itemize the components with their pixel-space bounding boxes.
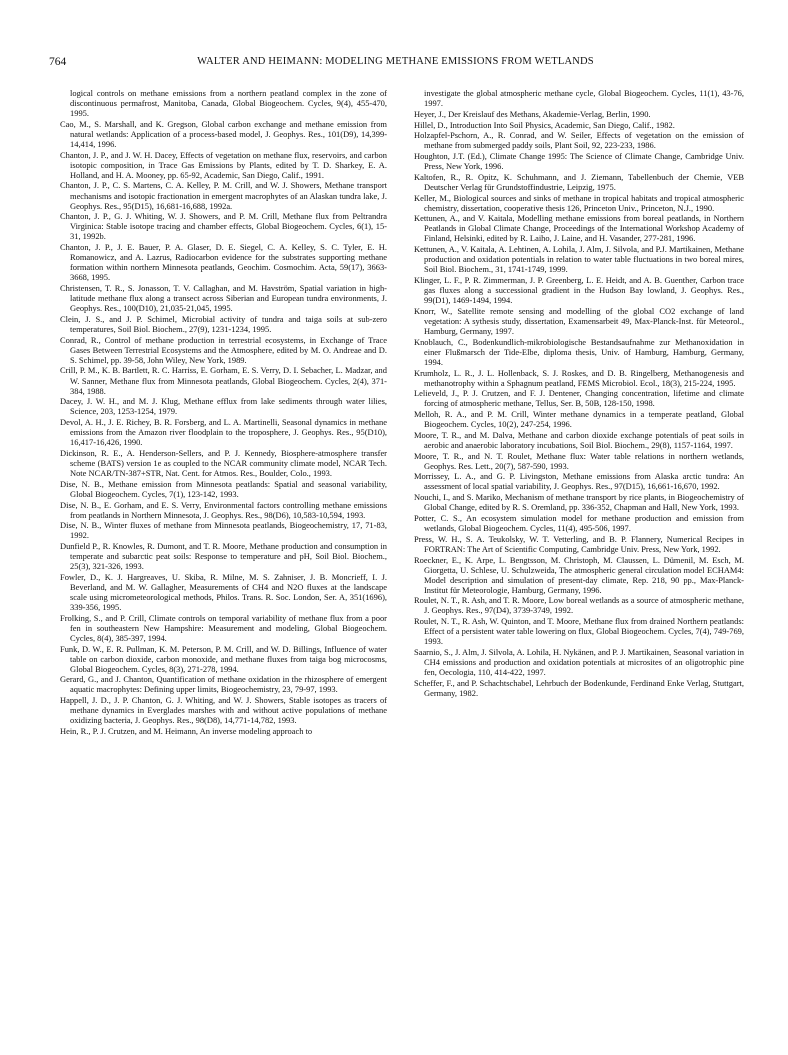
reference-entry: Chanton, J. P., and J. W. H. Dacey, Effects of vegetation on methane flux, reservoirs, and carbon isotopic composition, in Trace Gas Emissions by Plants, edited by T. D. Sharkey, E. A. Holland, and H. A. Mooney, pp. 65-92, Academic, San Diego, Calif., 1991.: [60, 149, 387, 180]
page-header: [49, 56, 742, 72]
reference-entry: Potter, C. S., An ecosystem simulation model for methane production and emission from wetlands, Global Biogeochem. Cycles, 11(4), 495-506, 1997.: [414, 512, 744, 534]
reference-entry: Klinger, L. F., P. R. Zimmerman, J. P. Greenberg, L. E. Heidt, and A. B. Guenther, Carbon trace gas fluxes along a successional gradient in the Hudson Bay lowland, J. Geophys. Res., 99(D1), 1469-1494, 1994.: [414, 275, 744, 306]
reference-entry: logical controls on methane emissions from a northern peatland complex in the zone of discontinuous permafrost, Manitoba, Canada, Global Biogeochem. Cycles, 9(4), 455-470, 1995.: [70, 88, 387, 119]
reference-entry: Nouchi, I., and S. Mariko, Mechanism of methane transport by rice plants, in Biogeochemistry of Global Change, edited by R. S. Oremland, pp. 336-352, Chapman and Hall, New York, 1993.: [414, 492, 744, 513]
reference-entry: Christensen, T. R., S. Jonasson, T. V. Callaghan, and M. Havström, Spatial variation in high-latitude methane flux along a transect across Siberian and European tundra environments, J. Geophys. Res., 100(D10), 21,035-21,045, 1995.: [60, 283, 387, 314]
reference-entry: Moore, T. R., and N. T. Roulet, Methane flux: Water table relations in northern wetlands, Geophys. Res. Lett., 20(7), 587-590, 1993.: [414, 450, 744, 471]
reference-entry: Dise, N. B., Winter fluxes of methane from Minnesota peatlands, Biogeochemistry, 17, 71-83, 1992.: [60, 520, 387, 541]
reference-entry: Hillel, D., Introduction Into Soil Physics, Academic, San Diego, Calif., 1982.: [414, 119, 675, 130]
reference-entry: Crill, P. M., K. B. Bartlett, R. C. Harriss, E. Gorham, E. S. Verry, D. I. Sebacher, L. Madzar, and W. Sanner, Methane flux from Minnesota peatlands, Global Biogeochem. Cycles, 2(4), 371-384, 1988.: [60, 365, 387, 396]
reference-entry: Moore, T. R., and M. Dalva, Methane and carbon dioxide exchange potentials of peat soils in aerobic and anaerobic laboratory incubations, Soil Biol. Biochem., 29(8), 1157-1164, 1997.: [414, 429, 744, 450]
reference-entry: Dacey, J. W. H., and M. J. Klug, Methane efflux from lake sediments through water lilies, Science, 203, 1253-1254, 1979.: [60, 396, 387, 417]
reference-column-right: [414, 88, 744, 699]
reference-entry: Hein, R., P. J. Crutzen, and M. Heimann, An inverse modeling approach to: [60, 726, 313, 737]
reference-entry: Dunfield P., R. Knowles, R. Dumont, and T. R. Moore, Methane production and consumption in temperate and subarctic peat soils: Response to temperature and pH, Soil Biol. Biochem., 25(3), 321-326, 1993.: [60, 541, 387, 572]
reference-entry: Frolking, S., and P. Crill, Climate controls on temporal variability of methane flux from a poor fen in southeastern New Hampshire: Measurement and modeling, Global Biogeochem. Cycles, 8(4), 385-397, 1994.: [60, 612, 387, 643]
page-number: 764: [49, 56, 67, 68]
reference-entry: Funk, D. W., E. R. Pullman, K. M. Peterson, P. M. Crill, and W. D. Billings, Influence of water table on carbon dioxide, carbon monoxide, and methane fluxes from taiga bog microcosms, Global Biogeochem. Cycles, 8(3), 271-278, 1994.: [60, 643, 387, 674]
reference-entry: Dise, N. B., Methane emission from Minnesota peatlands: Spatial and seasonal variability, Global Biogeochem. Cycles, 7(1), 123-142, 1993.: [60, 478, 387, 499]
reference-entry: Knoblauch, C., Bodenkundlich-mikrobiologische Bestandsaufnahme zur Methanoxidation in einer Flußmarsch der Tide-Elbe, diploma thesis, Univ. of Hamburg, Hamburg, Germany, 1994.: [414, 336, 744, 367]
reference-entry: Saarnio, S., J. Alm, J. Silvola, A. Lohila, H. Nykänen, and P. J. Martikainen, Seasonal variation in CH4 emissions and production and oxidation potentials at microsites of an oligotrophic pine fen, Oecologia, 110, 414-422, 1997.: [414, 647, 744, 678]
reference-entry: Press, W. H., S. A. Teukolsky, W. T. Vetterling, and B. P. Flannery, Numerical Recipes in FORTRAN: The Art of Scientific Computing, Cambridge Univ. Press, New York, 1992.: [414, 533, 744, 554]
reference-entry: Chanton, J. P., C. S. Martens, C. A. Kelley, P. M. Crill, and W. J. Showers, Methane transport mechanisms and isotopic fractionation in emergent macrophytes of an Alaskan tundra lake, J. Geophys. Res., 95(D15), 16,681-16,688, 1992a.: [60, 180, 387, 211]
reference-entry: Clein, J. S., and J. P. Schimel, Microbial activity of tundra and taiga soils at sub-zero temperatures, Soil Biol. Biochem., 27(9), 1231-1234, 1995.: [60, 313, 387, 334]
reference-entry: Devol, A. H., J. E. Richey, B. R. Forsberg, and L. A. Martinelli, Seasonal dynamics in methane emissions from the Amazon river floodplain to the troposphere, J. Geophys. Res., 95(D10), 16,417-16,426, 1990.: [60, 417, 387, 448]
reference-entry: Chanton, J. P., G. J. Whiting, W. J. Showers, and P. M. Crill, Methane flux from Peltrandra Virginica: Stable isotope tracing and chamber effects, Global Biogeochem. Cycles, 6(1), 15-31, 1992b.: [60, 211, 387, 242]
reference-entry: Gerard, G., and J. Chanton, Quantification of methane oxidation in the rhizosphere of emergent aquatic macrophytes: Defining upper limits, Biogeochemistry, 23, 79-97, 1993.: [60, 674, 387, 695]
reference-entry: Holzapfel-Pschorn, A., R. Conrad, and W. Seiler, Effects of vegetation on the emission of methane from submerged paddy soils, Plant Soil, 92, 223-233, 1986.: [414, 130, 744, 151]
reference-entry: Dickinson, R. E., A. Henderson-Sellers, and P. J. Kennedy, Biosphere-atmosphere transfer scheme (BATS) version 1e as coupled to the NCAR community climate model, NCAR Tech. Note NCAR/TN-387+STR, Nat. Cent. for Atmos. Res., Boulder, Colo., 1993.: [60, 447, 387, 478]
reference-entry: Chanton, J. P., J. E. Bauer, P. A. Glaser, D. E. Siegel, C. A. Kelley, S. C. Tyler, E. H. Romanowicz, and A. Lazrus, Radiocarbon evidence for the substrates supporting methane formation within northern Minnesota peatlands, Geochim. Cosmochim. Acta, 59(17), 3663-3668, 1995.: [60, 242, 387, 283]
reference-entry: Kettunen, A., V. Kaitala, A. Lehtinen, A. Lohila, J. Alm, J. Silvola, and P.J. Martikainen, Methane production and oxidation potentials in relation to water table fluctuations in two boreal mires, Soil Biol. Biochem., 31, 1741-1749, 1999.: [414, 244, 744, 275]
reference-entry: Kettunen, A., and V. Kaitala, Modelling methane emissions from boreal peatlands, in Northern Peatlands in Global Climate Change, Proceedings of the International Workshop Academy of Finland, Helsinki, edited by R. Laiho, J. Laine, and H. Vasander, 277-281, 1996.: [414, 213, 744, 244]
reference-entry: investigate the global atmospheric methane cycle, Global Biogeochem. Cycles, 11(1), 43-76, 1997.: [424, 88, 744, 109]
reference-entry: Roeckner, E., K. Arpe, L. Bengtsson, M. Christoph, M. Claussen, L. Dümenil, M. Esch, M. Giorgetta, U. Schlese, U. Schulzweida, The atmospheric general circulation model ECHAM4: Model description and simulation of present-day climate, Rep. 218, 90 pp., Max-Planck-Institut für Meteorologie, Hamburg, Germany, 1996.: [414, 554, 744, 595]
running-head: WALTER AND HEIMANN: MODELING METHANE EMISSIONS FROM WETLANDS: [197, 56, 594, 67]
reference-entry: Lelieveld, J., P. J. Crutzen, and F. J. Dentener, Changing concentration, lifetime and climate forcing of atmospheric methane, Tellus, Ser. B, 50B, 128-150, 1998.: [414, 388, 744, 409]
reference-entry: Conrad, R., Control of methane production in terrestrial ecosystems, in Exchange of Trace Gases Between Terrestrial Ecosystems and the Atmosphere, edited by M. O. Andreae and D. S. Schimel, pp. 39-58, John Wiley, New York, 1989.: [60, 334, 387, 365]
reference-column-left: [60, 88, 387, 737]
reference-entry: Knorr, W., Satellite remote sensing and modelling of the global CO2 exchange of land vegetation: A sythesis study, dissertation, Examensarbeit 49, Max-Planck-Inst. für Meteorol., Hamburg, Germany, 1997.: [414, 305, 744, 336]
reference-entry: Happell, J. D., J. P. Chanton, G. J. Whiting, and W. J. Showers, Stable isotopes as tracers of methane dynamics in Everglades marshes with and without active populations of methane oxidizing bacteria, J. Geophys. Res., 98(D8), 14,771-14,782, 1993.: [60, 695, 387, 726]
reference-entry: Cao, M., S. Marshall, and K. Gregson, Global carbon exchange and methane emission from natural wetlands: Application of a process-based model, J. Geophys. Res., 101(D9), 14,399-14,414, 1996.: [60, 118, 387, 149]
reference-entry: Kaltofen, R., R. Opitz, K. Schuhmann, and J. Ziemann, Tabellenbuch der Chemie, VEB Deutscher Verlag für Grundstoffindustrie, Leipzig, 1975.: [414, 171, 744, 192]
reference-entry: Fowler, D., K. J. Hargreaves, U. Skiba, R. Milne, M. S. Zahniser, J. B. Moncrieff, I. J. Beverland, and M. W. Gallagher, Measurements of CH4 and N2O fluxes at the landscape scale using micrometeorological methods, Philos. Trans. R. Soc. London, Ser. A, 351(1696), 339-356, 1995.: [60, 571, 387, 613]
reference-entry: Scheffer, F., and P. Schachtschabel, Lehrbuch der Bodenkunde, Ferdinand Enke Verlag, Stuttgart, Germany, 1982.: [414, 677, 744, 698]
reference-entry: Keller, M., Biological sources and sinks of methane in tropical habitats and tropical atmospheric chemistry, dissertation, cooperative thesis 126, Princeton Univ., Princeton, N.J., 1990.: [414, 192, 744, 213]
reference-entry: Heyer, J., Der Kreislauf des Methans, Akademie-Verlag, Berlin, 1990.: [414, 108, 651, 119]
reference-entry: Morrissey, L. A., and G. P. Livingston, Methane emissions from Alaska arctic tundra: An assessment of local spatial variability, J. Geophys. Res., 97(D15), 16,661-16,670, 1992.: [414, 471, 744, 492]
reference-entry: Roulet, N. T., R. Ash, and T. R. Moore, Low boreal wetlands as a source of atmospheric methane, J. Geophys. Res., 97(D4), 3739-3749, 1992.: [414, 595, 744, 616]
reference-entry: Dise, N. B., E. Gorham, and E. S. Verry, Environmental factors controlling methane emissions from peatlands in Northern Minnesota, J. Geophys. Res., 98(D6), 10,583-10,594, 1993.: [60, 499, 387, 520]
reference-entry: Krumholz, L. R., J. L. Hollenback, S. J. Roskes, and D. B. Ringelberg, Methanogenesis and methanotrophy within a Sphagnum peatland, FEMS Microbiol. Ecol., 18(3), 215-224, 1995.: [414, 367, 744, 388]
reference-entry: Roulet, N. T., R. Ash, W. Quinton, and T. Moore, Methane flux from drained Northern peatlands: Effect of a persistent water table lowering on flux, Global Biogeochem. Cycles, 7(4), 749-769, 1993.: [414, 616, 744, 647]
reference-entry: Houghton, J.T. (Ed.), Climate Change 1995: The Science of Climate Change, Cambridge Univ. Press, New York, 1996.: [414, 151, 744, 172]
reference-entry: Melloh, R. A., and P. M. Crill, Winter methane dynamics in a temperate peatland, Global Biogeochem. Cycles, 10(2), 247-254, 1996.: [414, 409, 744, 430]
